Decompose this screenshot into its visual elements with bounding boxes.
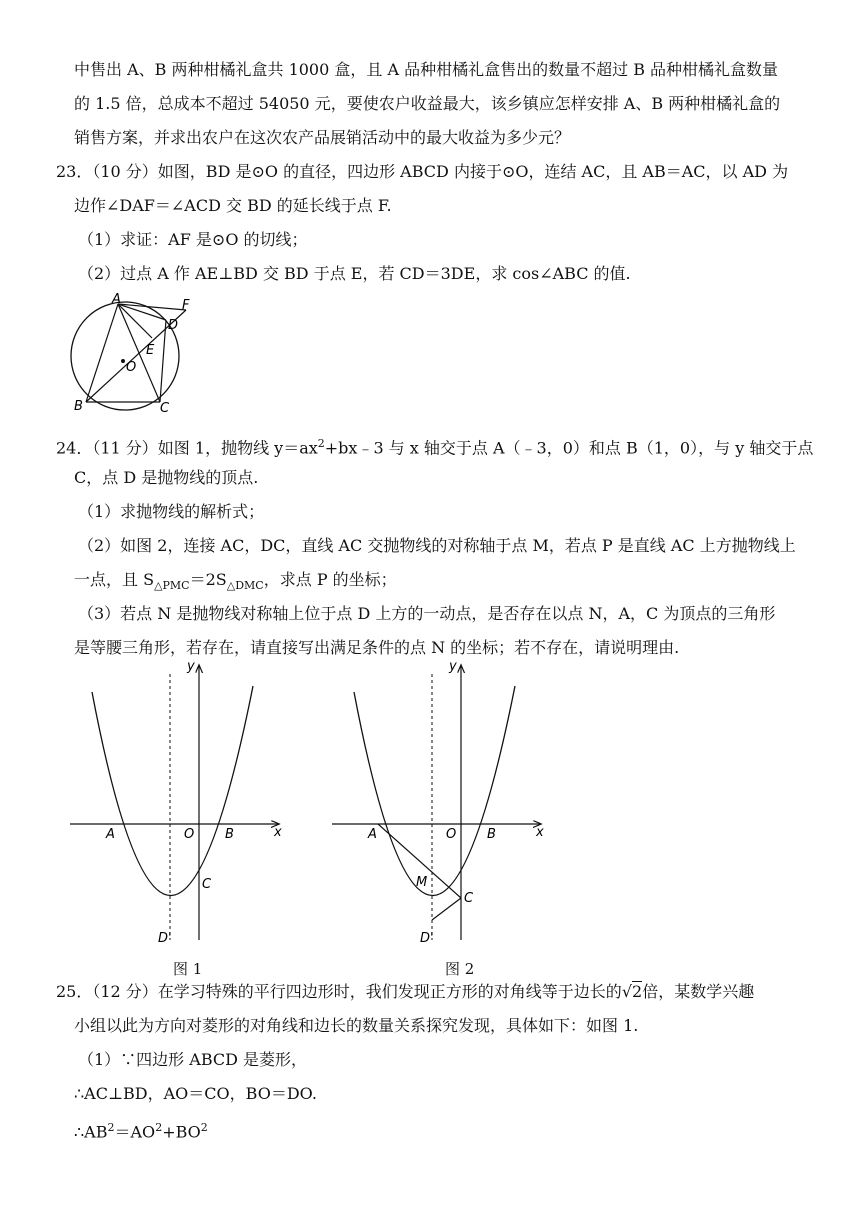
label-c: C (160, 401, 170, 414)
label-b: B (487, 827, 496, 842)
p24-q2b-post: ，求点 P 的坐标； (263, 570, 397, 589)
p25-step-1: ∴AC⊥BD，AO＝CO，BO＝DO. (74, 1084, 317, 1103)
parabola (92, 686, 253, 896)
label-a: A (368, 827, 377, 842)
p24-q2b-mid: ＝2S (189, 570, 227, 589)
label-f: F (182, 298, 190, 313)
p25-s2a: ∴AB (74, 1122, 108, 1142)
center-point (121, 359, 125, 363)
label-y: y (187, 659, 195, 674)
p24-heading-1a: 24．（11 分）如图 1，抛物线 y＝ax (56, 438, 318, 458)
label-c: C (464, 891, 474, 906)
p24-question-3a: （3）若点 N 是抛物线对称轴上位于点 D 上方的一动点，是否存在以点 N，A，C 为顶点的三角形 (78, 604, 776, 623)
p25-s2c: +BO (162, 1122, 201, 1142)
label-b: B (74, 399, 83, 414)
p24-question-1: （1）求抛物线的解析式； (78, 502, 265, 521)
p25-sq-1: 2 (107, 1121, 115, 1134)
sqrt-symbol: √ (621, 982, 633, 1001)
parabola (354, 686, 515, 896)
p23-question-2: （2）过点 A 作 AE⊥BD 交 BD 于点 E，若 CD＝3DE，求 cos∠ABC 的值. (78, 264, 631, 283)
p24-q2b-sub2: △DMC (226, 579, 264, 593)
p24-heading-1 (56, 433, 813, 459)
figure-2-caption: 图 2 (445, 960, 475, 978)
p22-line-2: 的 1.5 倍，总成本不超过 54050 元，要使农户收益最大，该乡镇应怎样安排 A、B 两种柑橘礼盒的 (74, 94, 781, 113)
p25-step-2 (74, 1117, 208, 1143)
p24-heading-1b: +bx﹣3 与 x 轴交于点 A（﹣3，0）和点 B（1，0），与 y 轴交于点 (324, 438, 814, 458)
label-a: A (112, 292, 121, 307)
p25-question-1: （1）∵四边形 ABCD 是菱形， (78, 1050, 308, 1069)
p23-heading-2: 边作∠DAF＝∠ACD 交 BD 的延长线于点 F. (74, 196, 392, 215)
label-o: O (184, 827, 195, 842)
p24-q2b-sub1: △PMC (154, 579, 190, 593)
p24-exponent: 2 (317, 437, 325, 450)
p24-figure-2 (328, 656, 552, 948)
p25-sq-3: 2 (200, 1121, 208, 1134)
p25-sq-2: 2 (155, 1121, 163, 1134)
label-m: M (416, 875, 428, 890)
p25-heading-1b: 倍，某数学兴趣 (642, 982, 755, 1001)
label-c: C (202, 877, 212, 892)
p24-q2b-pre: 一点，且 S (74, 570, 155, 589)
p23-question-1: （1）求证：AF 是⊙O 的切线； (78, 230, 308, 249)
p25-heading-2: 小组以此为方向对菱形的对角线和边长的数量关系探究发现，具体如下：如图 1. (74, 1016, 639, 1035)
label-b: B (225, 827, 234, 842)
sqrt-value: 2 (632, 982, 643, 1001)
p24-question-2b (74, 569, 397, 597)
p24-question-2a: （2）如图 2，连接 AC，DC，直线 AC 交抛物线的对称轴于点 M，若点 P 是直线 AC 上方抛物线上 (78, 536, 796, 555)
p24-heading-2: C，点 D 是抛物线的顶点. (74, 468, 259, 487)
p24-figure-1 (66, 656, 290, 948)
p25-heading-1 (56, 981, 754, 1003)
figure-1-caption: 图 1 (173, 960, 203, 978)
p25-s2b: ＝AO (114, 1122, 156, 1142)
label-x: x (274, 825, 282, 840)
label-o: O (446, 827, 457, 842)
label-o: O (126, 360, 137, 375)
p24-question-3b: 是等腰三角形，若存在，请直接写出满足条件的点 N 的坐标；若不存在，请说明理由. (74, 638, 680, 657)
p22-line-1: 中售出 A、B 两种柑橘礼盒共 1000 盒，且 A 品种柑橘礼盒售出的数量不超过 B 品种柑橘礼盒数量 (74, 60, 779, 79)
label-d: D' (420, 931, 434, 946)
segment-dc (432, 898, 461, 920)
label-d: D' (158, 931, 172, 946)
p25-heading-1a: 25．（12 分）在学习特殊的平行四边形时，我们发现正方形的对角线等于边长的 (56, 982, 622, 1001)
label-e: E (146, 343, 155, 358)
p22-line-3: 销售方案，并求出农户在这次农产品展销活动中的最大收益为多少元？ (74, 128, 571, 147)
label-x: x (536, 825, 544, 840)
p23-circle-figure (60, 292, 210, 414)
label-d: D (168, 318, 179, 333)
p23-heading-1: 23．（10 分）如图，BD 是⊙O 的直径，四边形 ABCD 内接于⊙O，连结 AC，且 AB＝AC，以 AD 为 (56, 162, 789, 181)
label-y: y (449, 659, 457, 674)
label-a: A (106, 827, 115, 842)
